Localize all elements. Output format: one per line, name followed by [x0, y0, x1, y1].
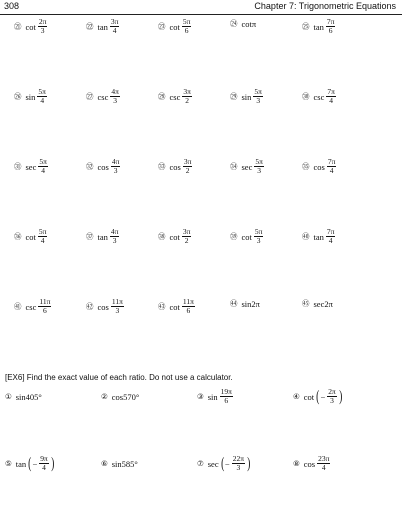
problem-expression: sin585° — [111, 458, 138, 469]
problem-item — [86, 88, 158, 105]
fraction-denominator: 3 — [330, 396, 334, 405]
fraction — [110, 88, 120, 105]
fraction-numerator: 7π — [326, 227, 335, 236]
problem-item — [86, 298, 158, 315]
fraction-numerator: 11π — [182, 297, 194, 306]
trig-function: cot — [25, 231, 36, 242]
fraction-denominator: 3 — [113, 166, 118, 175]
problem-number: ㉙ — [230, 92, 238, 101]
fraction-denominator: 4 — [40, 236, 45, 245]
fraction — [326, 18, 336, 35]
trig-function: sin — [207, 391, 218, 402]
fraction-numerator: 23π — [318, 454, 330, 463]
fraction-denominator: 6 — [42, 306, 47, 315]
fraction — [37, 88, 47, 105]
fraction — [111, 298, 124, 315]
fraction — [327, 388, 337, 405]
problem-item — [14, 158, 86, 175]
fraction — [254, 158, 264, 175]
fraction-denominator: 3 — [257, 166, 261, 175]
problem-item — [230, 18, 302, 29]
fraction-numerator: 7π — [327, 87, 335, 96]
trig-function: cos — [313, 161, 325, 172]
fraction-denominator: 3 — [256, 96, 261, 105]
fraction-numerator: 5π — [38, 87, 46, 96]
fraction-numerator: 3π — [110, 17, 119, 26]
problem-item — [158, 18, 230, 35]
fraction-denominator: 4 — [42, 463, 46, 472]
fraction — [182, 298, 195, 315]
fraction — [38, 158, 48, 175]
problem-item — [101, 388, 197, 405]
fraction-denominator: 3 — [113, 96, 117, 105]
fraction-denominator: 2 — [185, 96, 189, 105]
fraction-numerator: 7π — [327, 157, 336, 166]
problem-number: ㊹ — [230, 299, 238, 308]
fraction-denominator: 4 — [321, 463, 326, 472]
fraction-denominator: 3 — [115, 306, 120, 315]
problem-item — [86, 158, 158, 175]
trig-function: cot — [169, 21, 180, 32]
fraction — [111, 158, 121, 175]
minus-sign: − — [32, 458, 38, 469]
problem-row — [14, 228, 394, 298]
fraction — [38, 228, 48, 245]
fraction-numerator: 9π — [40, 454, 48, 463]
fraction-numerator: 11π — [39, 297, 51, 306]
right-paren: ) — [338, 387, 343, 405]
trig-function: cot — [303, 391, 315, 402]
page-number: 308 — [4, 1, 20, 11]
exercise-row-2 — [5, 455, 397, 472]
trig-function: cos — [97, 301, 109, 312]
problem-item — [230, 158, 302, 175]
fraction — [327, 158, 337, 175]
fraction-numerator: 2π — [328, 387, 336, 396]
trig-function: cos — [169, 161, 181, 172]
fraction-denominator: 4 — [41, 166, 45, 175]
problem-item — [158, 228, 230, 245]
right-paren: ) — [50, 454, 55, 472]
fraction-denominator: 2 — [184, 236, 189, 245]
trig-function: sin — [241, 91, 252, 102]
fraction-denominator: 4 — [328, 236, 333, 245]
problem-item — [14, 88, 86, 105]
trig-function: tan — [313, 21, 324, 32]
fraction-numerator: 4π — [110, 227, 119, 236]
exercise-title: [EX6] Find the exact value of each ratio. Do not use a calculator. — [5, 373, 233, 382]
trig-function: sec — [207, 458, 219, 469]
problem-number: ㉔ — [230, 19, 238, 28]
problem-item — [302, 228, 374, 245]
problem-row — [14, 18, 394, 88]
problem-number: ㉝ — [158, 162, 166, 171]
fraction-numerator: 5π — [255, 157, 263, 166]
trig-function: sin — [25, 91, 36, 102]
fraction — [110, 18, 120, 35]
minus-sign: − — [224, 458, 230, 469]
trig-function: cotπ — [241, 18, 257, 29]
trig-function: cot — [169, 231, 180, 242]
fraction-numerator: 5π — [38, 227, 47, 236]
fraction — [253, 88, 263, 105]
fraction — [110, 228, 120, 245]
trig-function: cot — [25, 21, 36, 32]
problem-number: ㊲ — [86, 232, 94, 241]
problem-number: ㊸ — [158, 302, 166, 311]
problem-number: ㉖ — [14, 92, 22, 101]
fraction-denominator: 3 — [40, 26, 45, 35]
problem-item — [5, 388, 101, 405]
fraction — [254, 228, 264, 245]
fraction-numerator: 11π — [111, 297, 123, 306]
problem-number: ① — [5, 392, 12, 401]
problem-number: ㉚ — [302, 92, 310, 101]
fraction-numerator: 4π — [111, 87, 119, 96]
problem-item — [158, 88, 230, 105]
problem-expression: sin405° — [15, 391, 42, 402]
problem-item — [86, 228, 158, 245]
fraction-numerator: 19π — [220, 387, 232, 396]
fraction — [38, 18, 48, 35]
trig-function: csc — [313, 91, 325, 102]
fraction — [182, 228, 192, 245]
fraction — [326, 228, 336, 245]
problem-expression: cos570° — [111, 391, 140, 402]
fraction-denominator: 3 — [236, 463, 241, 472]
problem-number: ㊺ — [302, 299, 310, 308]
problem-item — [230, 88, 302, 105]
fraction — [183, 158, 193, 175]
problem-number: ㉕ — [302, 22, 310, 31]
fraction — [326, 88, 336, 105]
fraction-denominator: 4 — [329, 166, 334, 175]
problem-number: ㉜ — [86, 162, 94, 171]
problem-item — [230, 228, 302, 245]
fraction-denominator: 4 — [40, 96, 45, 105]
fraction-numerator: 3π — [183, 157, 192, 166]
fraction-numerator: 7π — [326, 17, 335, 26]
problem-number: ㉞ — [230, 162, 238, 171]
fraction-numerator: 5π — [254, 227, 263, 236]
trig-function: csc — [25, 301, 37, 312]
fraction — [39, 455, 49, 472]
problem-number: ⑧ — [293, 459, 300, 468]
problem-number: ⑦ — [197, 459, 204, 468]
problem-item — [14, 228, 86, 245]
problem-number: ㊷ — [86, 302, 94, 311]
fraction-denominator: 3 — [256, 236, 261, 245]
trig-function: cos — [303, 458, 316, 469]
fraction — [232, 455, 245, 472]
problem-item — [293, 455, 389, 472]
problem-number: ㊴ — [230, 232, 238, 241]
problem-number: ㊵ — [302, 232, 310, 241]
problem-row — [14, 158, 394, 228]
fraction-denominator: 6 — [224, 396, 229, 405]
problem-item — [14, 18, 86, 35]
fraction-denominator: 4 — [329, 96, 333, 105]
problem-number: ③ — [197, 392, 204, 401]
trig-function: tan — [97, 231, 108, 242]
fraction-denominator: 6 — [184, 26, 189, 35]
fraction — [220, 388, 233, 405]
problem-item — [158, 298, 230, 315]
page-header — [0, 0, 402, 15]
trig-function: csc — [97, 91, 109, 102]
trig-function: csc — [169, 91, 181, 102]
problem-item — [302, 88, 374, 105]
problem-number: ㊳ — [158, 232, 166, 241]
fraction — [182, 18, 192, 35]
problem-number: ⑥ — [101, 459, 108, 468]
trig-function: tan — [313, 231, 324, 242]
problem-number: ㉓ — [158, 22, 166, 31]
problem-row — [14, 298, 394, 368]
problem-number: ㊱ — [14, 232, 22, 241]
fraction-numerator: 5π — [254, 87, 262, 96]
fraction-denominator: 3 — [112, 236, 117, 245]
problem-number: ㉘ — [158, 92, 166, 101]
trig-function: sec — [25, 161, 37, 172]
trig-function: sin2π — [241, 298, 260, 309]
trig-function: cos — [97, 161, 109, 172]
problem-item — [230, 298, 302, 309]
fraction-numerator: 4π — [111, 157, 120, 166]
problem-item — [158, 158, 230, 175]
fraction-numerator: 3π — [182, 227, 191, 236]
problem-item — [101, 455, 197, 472]
fraction-denominator: 4 — [112, 26, 117, 35]
minus-sign: − — [320, 391, 326, 402]
exercise-row-1 — [5, 388, 397, 405]
problem-grid — [14, 18, 394, 368]
problem-number: ㊶ — [14, 302, 22, 311]
left-paren: ( — [220, 454, 224, 472]
trig-function: sec — [241, 161, 253, 172]
trig-function: sec2π — [313, 298, 333, 309]
fraction-numerator: 5π — [182, 17, 191, 26]
fraction — [182, 88, 192, 105]
trig-function: cot — [241, 231, 252, 242]
problem-item — [197, 455, 293, 472]
problem-item — [5, 455, 101, 472]
problem-item — [302, 158, 374, 175]
problem-row — [14, 88, 394, 158]
problem-number: ② — [101, 392, 108, 401]
problem-item — [14, 298, 86, 315]
problem-number: ⑤ — [5, 459, 12, 468]
problem-number: ㉗ — [86, 92, 94, 101]
problem-item — [293, 388, 389, 405]
left-paren: ( — [28, 454, 32, 472]
trig-function: cot — [169, 301, 180, 312]
problem-item — [302, 18, 374, 35]
fraction-denominator: 2 — [185, 166, 190, 175]
problem-item — [86, 18, 158, 35]
trig-function: tan — [97, 21, 108, 32]
fraction-numerator: 5π — [39, 157, 47, 166]
right-paren: ) — [247, 454, 251, 472]
problem-item — [302, 298, 374, 309]
left-paren: ( — [316, 387, 320, 405]
chapter-title: Chapter 7: Trigonometric Equations — [254, 1, 396, 11]
fraction-numerator: 22π — [232, 454, 245, 463]
problem-number: ㉑ — [14, 22, 22, 31]
problem-number: ㉛ — [14, 162, 22, 171]
trig-function: tan — [15, 458, 27, 469]
fraction — [317, 455, 330, 472]
problem-number: ㉟ — [302, 162, 310, 171]
problem-number: ㉒ — [86, 22, 94, 31]
fraction-denominator: 6 — [186, 306, 191, 315]
fraction-denominator: 6 — [328, 26, 333, 35]
fraction — [38, 298, 51, 315]
problem-item — [197, 388, 293, 405]
problem-number: ④ — [293, 392, 300, 401]
fraction-numerator: 3π — [183, 87, 191, 96]
fraction-numerator: 2π — [38, 17, 47, 26]
